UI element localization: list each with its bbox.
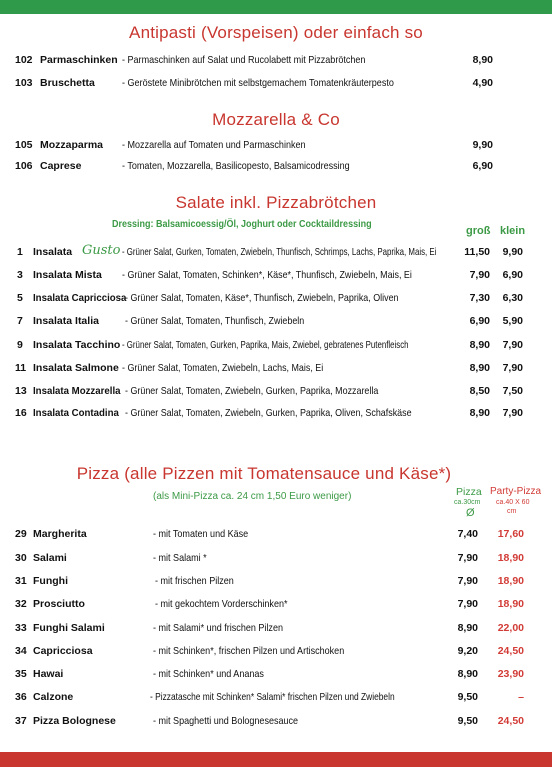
price-party: 17,60 — [497, 528, 524, 540]
item-name: Caprese — [40, 160, 82, 172]
item-price: 9,90 — [472, 139, 493, 151]
top-color-band — [0, 0, 552, 14]
menu-item-11 — [0, 360, 552, 376]
item-name: Bruschetta — [40, 77, 95, 89]
menu-item-7 — [0, 313, 552, 329]
item-name: Funghi Salami — [33, 622, 105, 634]
mini-pizza-note: (als Mini-Pizza ca. 24 cm 1,50 Euro weniger) — [153, 491, 352, 502]
item-name: Insalata Tacchino — [33, 339, 121, 351]
item-description: - mit Salami * — [153, 552, 207, 564]
pizza-item-32 — [0, 596, 552, 612]
price-pizza: 7,90 — [457, 598, 478, 610]
price-gross: 8,90 — [469, 339, 490, 351]
price-pizza: 9,50 — [457, 691, 478, 703]
item-description: - Grüner Salat, Tomaten, Thunfisch, Zwiebeln — [125, 315, 305, 327]
column-pizza-size: ca.30cm — [454, 499, 481, 506]
price-gross: 8,90 — [469, 407, 490, 419]
price-pizza: 8,90 — [457, 622, 478, 634]
price-pizza: 9,20 — [457, 645, 478, 657]
price-pizza: 7,90 — [457, 552, 478, 564]
price-party: 23,90 — [497, 668, 524, 680]
item-description: - Grüner Salat, Tomaten, Zwiebeln, Gurken, Paprika, Mozzarella — [125, 385, 379, 397]
menu-item-105 — [0, 137, 552, 153]
item-number: 34 — [15, 645, 27, 657]
menu-item-5 — [0, 290, 552, 306]
item-name: Insalata Salmone — [33, 362, 119, 374]
item-description: - mit Schinken* und Ananas — [153, 668, 264, 680]
item-description: - Mozzarella auf Tomaten und Parmaschinken — [122, 139, 306, 151]
item-name: Insalata Mozzarella — [33, 385, 121, 397]
column-pizza: Pizza — [456, 486, 482, 498]
price-klein: 7,90 — [502, 339, 523, 351]
pizza-item-29 — [0, 526, 552, 542]
item-name-script: Gusto — [82, 243, 121, 258]
item-number: 11 — [15, 362, 27, 374]
item-description: - mit frischen Pilzen — [155, 575, 234, 587]
item-number: 5 — [17, 292, 23, 304]
menu-item-9 — [0, 337, 552, 353]
dressing-note: Dressing: Balsamicoessig/Öl, Joghurt oder Cocktaildressing — [112, 219, 372, 230]
item-description: - Grüner Salat, Gurken, Tomaten, Zwiebeln, Thunfisch, Schrimps, Lachs, Paprika, Mais, Ei — [122, 246, 437, 258]
column-party-size: ca.40 X 60 — [496, 499, 530, 506]
diameter-icon: Ø — [466, 507, 475, 519]
item-number: 30 — [15, 552, 27, 564]
price-klein: 5,90 — [502, 315, 523, 327]
pizza-item-36 — [0, 689, 552, 705]
column-gross: groß — [466, 225, 491, 237]
item-name: Insalata Mista — [33, 269, 102, 281]
menu-item-102 — [0, 52, 552, 68]
item-name: Mozzaparma — [40, 139, 104, 151]
price-gross: 11,50 — [464, 246, 490, 258]
bottom-color-band — [0, 752, 552, 767]
pizza-item-30 — [0, 550, 552, 566]
price-party: – — [518, 691, 524, 703]
item-number: 33 — [15, 622, 27, 634]
price-gross: 6,90 — [469, 315, 490, 327]
item-number: 35 — [15, 668, 27, 680]
item-number: 16 — [15, 407, 27, 419]
item-number: 29 — [15, 528, 27, 540]
item-number: 1 — [17, 246, 23, 258]
price-klein: 7,90 — [502, 362, 523, 374]
item-number: 13 — [15, 385, 27, 397]
pizza-item-31 — [0, 573, 552, 589]
item-description: - mit Tomaten und Käse — [153, 528, 249, 540]
item-name: Funghi — [33, 575, 68, 587]
item-name: Insalata Italia — [33, 315, 99, 327]
item-name: Capricciosa — [33, 645, 93, 657]
menu-item-1 — [0, 244, 552, 260]
item-name: Insalata Capricciosa — [33, 292, 127, 304]
mozzarella-heading: Mozzarella & Co — [212, 110, 340, 129]
price-klein: 7,90 — [502, 407, 523, 419]
menu-item-106 — [0, 158, 552, 174]
price-pizza: 7,40 — [457, 528, 478, 540]
item-description: - Parmaschinken auf Salat und Rucolabett mit Pizzabrötchen — [122, 54, 366, 66]
item-description: - Grüner Salat, Tomaten, Käse*, Thunfisch, Zwiebeln, Paprika, Oliven — [125, 292, 399, 304]
item-description: - mit Spaghetti und Bolognesesauce — [153, 715, 299, 727]
pizza-item-33 — [0, 620, 552, 636]
column-party-pizza: Party-Pizza — [490, 486, 542, 497]
pizza-item-35 — [0, 666, 552, 682]
price-gross: 7,90 — [469, 269, 490, 281]
item-name: Insalata — [33, 246, 73, 258]
item-number: 3 — [17, 269, 23, 281]
price-klein: 7,50 — [502, 385, 523, 397]
item-price: 8,90 — [472, 54, 493, 66]
item-description: - Grüner Salat, Tomaten, Schinken*, Käse*, Thunfisch, Zwiebeln, Mais, Ei — [122, 269, 412, 281]
item-description: - Tomaten, Mozzarella, Basilicopesto, Balsamicodressing — [122, 160, 350, 172]
price-klein: 9,90 — [502, 246, 523, 258]
item-number: 37 — [15, 715, 27, 727]
price-gross: 8,90 — [469, 362, 490, 374]
item-name: Insalata Contadina — [33, 407, 119, 419]
item-description: - mit gekochtem Vorderschinken* — [155, 598, 288, 610]
item-number: 106 — [15, 160, 33, 172]
antipasti-heading: Antipasti (Vorspeisen) oder einfach so — [129, 23, 423, 42]
item-number: 9 — [17, 339, 23, 351]
column-klein: klein — [500, 225, 526, 237]
item-name: Calzone — [33, 691, 74, 703]
price-party: 18,90 — [497, 598, 524, 610]
price-pizza: 8,90 — [457, 668, 478, 680]
item-number: 103 — [15, 77, 33, 89]
item-price: 6,90 — [472, 160, 493, 172]
item-name: Margherita — [33, 528, 87, 540]
menu-item-3 — [0, 267, 552, 283]
price-party: 24,50 — [497, 715, 524, 727]
menu-item-103 — [0, 75, 552, 91]
item-price: 4,90 — [472, 77, 493, 89]
item-description: - Pizzatasche mit Schinken* Salami* frischen Pilzen und Zwiebeln — [150, 691, 395, 703]
price-party: 24,50 — [497, 645, 524, 657]
item-description: - Grüner Salat, Tomaten, Gurken, Paprika, Mais, Zwiebel, gebratenes Putenfleisch — [122, 339, 409, 351]
item-name: Salami — [33, 552, 67, 564]
price-gross: 7,30 — [469, 292, 490, 304]
item-number: 36 — [15, 691, 27, 703]
menu-item-16 — [0, 405, 552, 421]
price-pizza: 9,50 — [457, 715, 478, 727]
item-description: - mit Schinken*, frischen Pilzen und Artischoken — [153, 645, 345, 657]
item-description: - mit Salami* und frischen Pilzen — [153, 622, 283, 634]
item-description: - Grüner Salat, Tomaten, Zwiebeln, Lachs, Mais, Ei — [122, 362, 324, 374]
column-party-size-unit: cm — [507, 508, 517, 515]
price-party: 22,00 — [497, 622, 524, 634]
price-klein: 6,90 — [502, 269, 523, 281]
price-party: 18,90 — [497, 552, 524, 564]
item-name: Parmaschinken — [40, 54, 118, 66]
pizza-item-34 — [0, 643, 552, 659]
salate-heading: Salate inkl. Pizzabrötchen — [175, 193, 377, 212]
price-pizza: 7,90 — [457, 575, 478, 587]
item-description: - Geröstete Minibrötchen mit selbstgemachem Tomatenkräuterpesto — [122, 77, 394, 89]
price-klein: 6,30 — [502, 292, 523, 304]
price-party: 18,90 — [497, 575, 524, 587]
item-name: Prosciutto — [33, 598, 85, 610]
menu-item-13 — [0, 383, 552, 399]
item-number: 7 — [17, 315, 23, 327]
item-number: 31 — [15, 575, 27, 587]
item-name: Pizza Bolognese — [33, 715, 116, 727]
pizza-heading: Pizza (alle Pizzen mit Tomatensauce und Käse*) — [76, 464, 452, 483]
pizza-item-37 — [0, 713, 552, 729]
item-name: Hawai — [33, 668, 64, 680]
price-gross: 8,50 — [469, 385, 490, 397]
item-number: 102 — [15, 54, 33, 66]
item-number: 32 — [15, 598, 27, 610]
item-number: 105 — [15, 139, 33, 151]
item-description: - Grüner Salat, Tomaten, Zwiebeln, Gurken, Paprika, Oliven, Schafskäse — [125, 407, 412, 419]
